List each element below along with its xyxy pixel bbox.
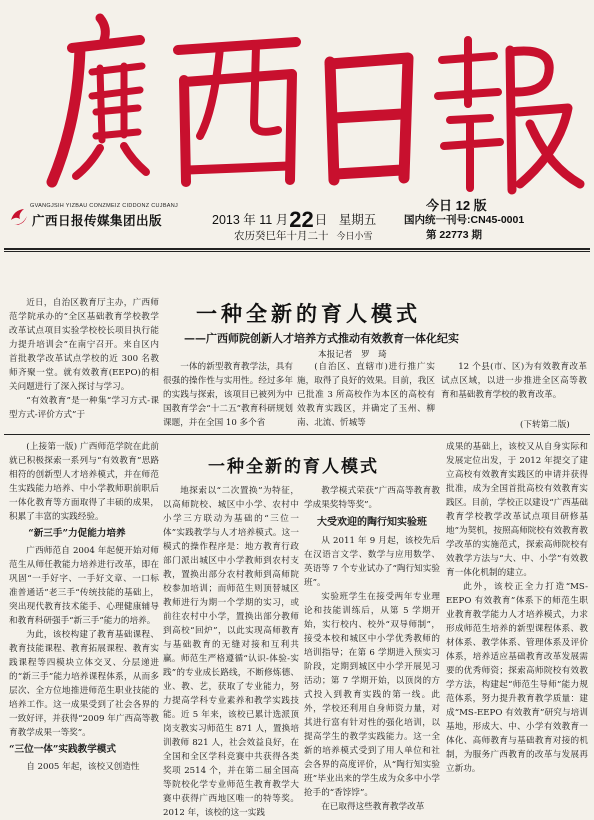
edition-info [404,198,524,243]
weather: 今日小雪 [336,232,373,242]
lunar-date: 农历癸巳年十月二十 [234,230,329,242]
article2-col-2: 地探索以“二次置换”为特征，以高师院校、城区中小学、农村中小学三方联动为基础的“三位一体”实践教学与人才培养模式。这一模式的操作程序是：地方教育行政部门派出城区中小学教师到农村支教，置换出部分农村教师到高师院校参加培训；而师范生则顶替城区教师进行为期一个学期的实习，或前往农村中小学，置换出部分教师到高校“回炉”，以此实现高师教育与基础教育的无缝对接和互利共赢。师范生严格遵循“认识-体验-实践”的专业成长路线，不断修炼德、业、教、艺，获取了专业能力，努力提高学科专业素养和教学实践技能。近 5 年来，该校已累计选派顶岗支教实习师范生 871 人，置换培训教师 821 人，社会效益良好，在全国和全区学科竞赛中共获得各类奖项 2514 个，并在第二届全国高等院校化学专业师范生教育教学大赛中获得广西地区唯一的特等奖。2012 年，该校的这一实践 [163,486,299,818]
subhead-tao-class: 大受欢迎的陶行知实验班 [317,517,427,528]
lead-headline: 一种全新的育人模式 [196,301,421,326]
lunar-line [234,228,373,243]
pinyin-line: GVANGJSIH YIZBAU CONZMEIZ CIDDONZ CUJBANJ [30,203,179,209]
year-month: 2013 年 11 月 [212,213,289,227]
article2-col-4: 成果的基础上，该校又从自身实际和发展定位出发，于 2012 年提交了建立高校有效教育实践区的申请并获得批准，成为全国首批高校有效教育实践区。目前，学校正以建设“广西基础教育学校教学改革试点项目研修基地”为契机，按照高师院校有效教育教学改革的实施范式，探索高师院校有效教学方法与“大、中、小学”有效教育一体化机制的建立。 此外，该校正全力打造“MS-EEPO 有效教育”体系下的师范生职业教育教学能力人才培养模式，力求形成师范生培养的新型课程体系、教材体系、教学体系、管理体系及评价体系，培养适应基础教育改革发展需要的优秀师资；探索高师院校有效教学方法，构建起“师范生导师”能力规范体系，努力提升教育教学质量：建成“MS-EEPO 有效教育”研究与培训基地，形成大、中、小学有效教育一体化、高师教育与基础教育对接的机制，为服务广西教育的改革与发展再立新功。 [446,442,588,774]
publisher-name: 广西日报传媒集团出版 [32,213,163,228]
section-divider [4,434,590,435]
day-suffix: 日 [314,213,328,227]
lead-col-4: 12 个县(市、区)为有效教育改革试点区域，以进一步推进全区高等教育和基础教育学校的教育改革。 [441,362,587,400]
page-count: 今日 12 版 [426,198,487,213]
lead-col-3: (自治区、直辖市)进行推广实施，取得了良好的效果。目前，我区已批准 3 所高校作为本区的高校有效教育实践区，并确定了玉州、柳南、北流、忻城等 [297,362,435,428]
masthead-rule-thin [4,251,590,252]
masthead-title [0,0,594,205]
publisher-logo-icon [8,206,30,228]
article2-headline: 一种全新的育人模式 [208,457,379,477]
cn-number: 国内统一刊号:CN45-0001 [404,214,525,226]
calligraphy-title-logo [0,0,594,205]
day-number: 22 [289,207,314,232]
subhead-new-three: “新三手”力促能力培养 [28,528,126,539]
lead-byline: 本报记者 罗 琦 [318,350,387,360]
lead-col-2: 一体的新型教育教学法，具有很强的操作性与实用性。经过多年的实践与探索，该项目已被列为中国教育学会“十二五”教育科研规划课题，并在全国 10 多个省 [163,362,293,428]
article2-col-1: (上接第一版) 广西师范学院在此前就已积极探索一系列与“有效教育”思路相符的创新型人才培养模式，并在师范生实践能力培养、中小学教师职前职后一体化教育等方面取得了丰硕的成果，积累了丰富的实践经验。 “新三手”力促能力培养 广西师范自 2004 年起便开始对师范生从师任教能力培养进行改革，即在巩固“一手好字、一手好文章、一口标准普通话”老三手“传统技能的基础上，突出现代教育技术能手、心理健康辅导和教育科研强手“新三手”能力的培养。 为此，该校构建了教育基础课程、教育技能课程、教育拓展课程、教育实践课程等四模块立体交叉、分层递进的“新三手”能力培养课程体系，从而多层次、全方位地推进师范生职业技能的培养工作。这一成果受到了社会各界的一致好评，并获得“2009 年广西高等教育教学成果一等奖”。 “三位一体”实践教学模式 自 2005 年起，该校又创造性 [9,442,159,772]
continued-note: (下转第二版) [520,420,570,430]
subhead-three-in-one: “三位一体”实践教学模式 [9,744,116,755]
lead-intro: 近日，自治区教育厅主办，广西师范学院承办的“全区基础教育学校教学改革试点项目实验学校校长项目执行能力提升培训会”在南宁召开。来自区内首批教学改革试点学校的近 300 名教师齐聚一堂。就有效教育(EEPO)的相关问题进行了深入探讨与学习。 “有效教育”是一种集“学习方式-课型方式-评价方式”于 [9,298,159,420]
weekday: 星期五 [338,213,377,227]
issue-number: 第 22773 期 [426,229,483,241]
lead-subhead: ——广西师院创新人才培养方式推动有效教育一体化纪实 [184,332,459,345]
article2-col-3: 教学模式荣获“广西高等教育教学成果奖特等奖”。 大受欢迎的陶行知实验班 从 2011 年 9 月起，该校先后在汉语言文学、数学与应用数学、英语等 7 个专业试办了“陶行知实验班”。 实验班学生在接受两年专业理论和技能训练后，从第 5 学期开始，实行校内、校外“双导师制”，接受本校和城区中小学优秀教师的培训指导；在第 6 学期进入预实习阶段，定期到城区中小学开展见习活动；第 7 学期开始，以顶岗的方式投入到教育实践的第一线。此外，学校还利用自身师资力量，对其进行富有针对性的强化培训，以提高学生的教学实践能力。这一全新的培养模式受到了用人单位和社会各界的高度评价，从“陶行知实验班”毕业出来的学生成为众多中小学抢手的“香饽饽”。 在已取得这些教育教学改革 [304,486,440,812]
masthead-rule [4,248,590,250]
